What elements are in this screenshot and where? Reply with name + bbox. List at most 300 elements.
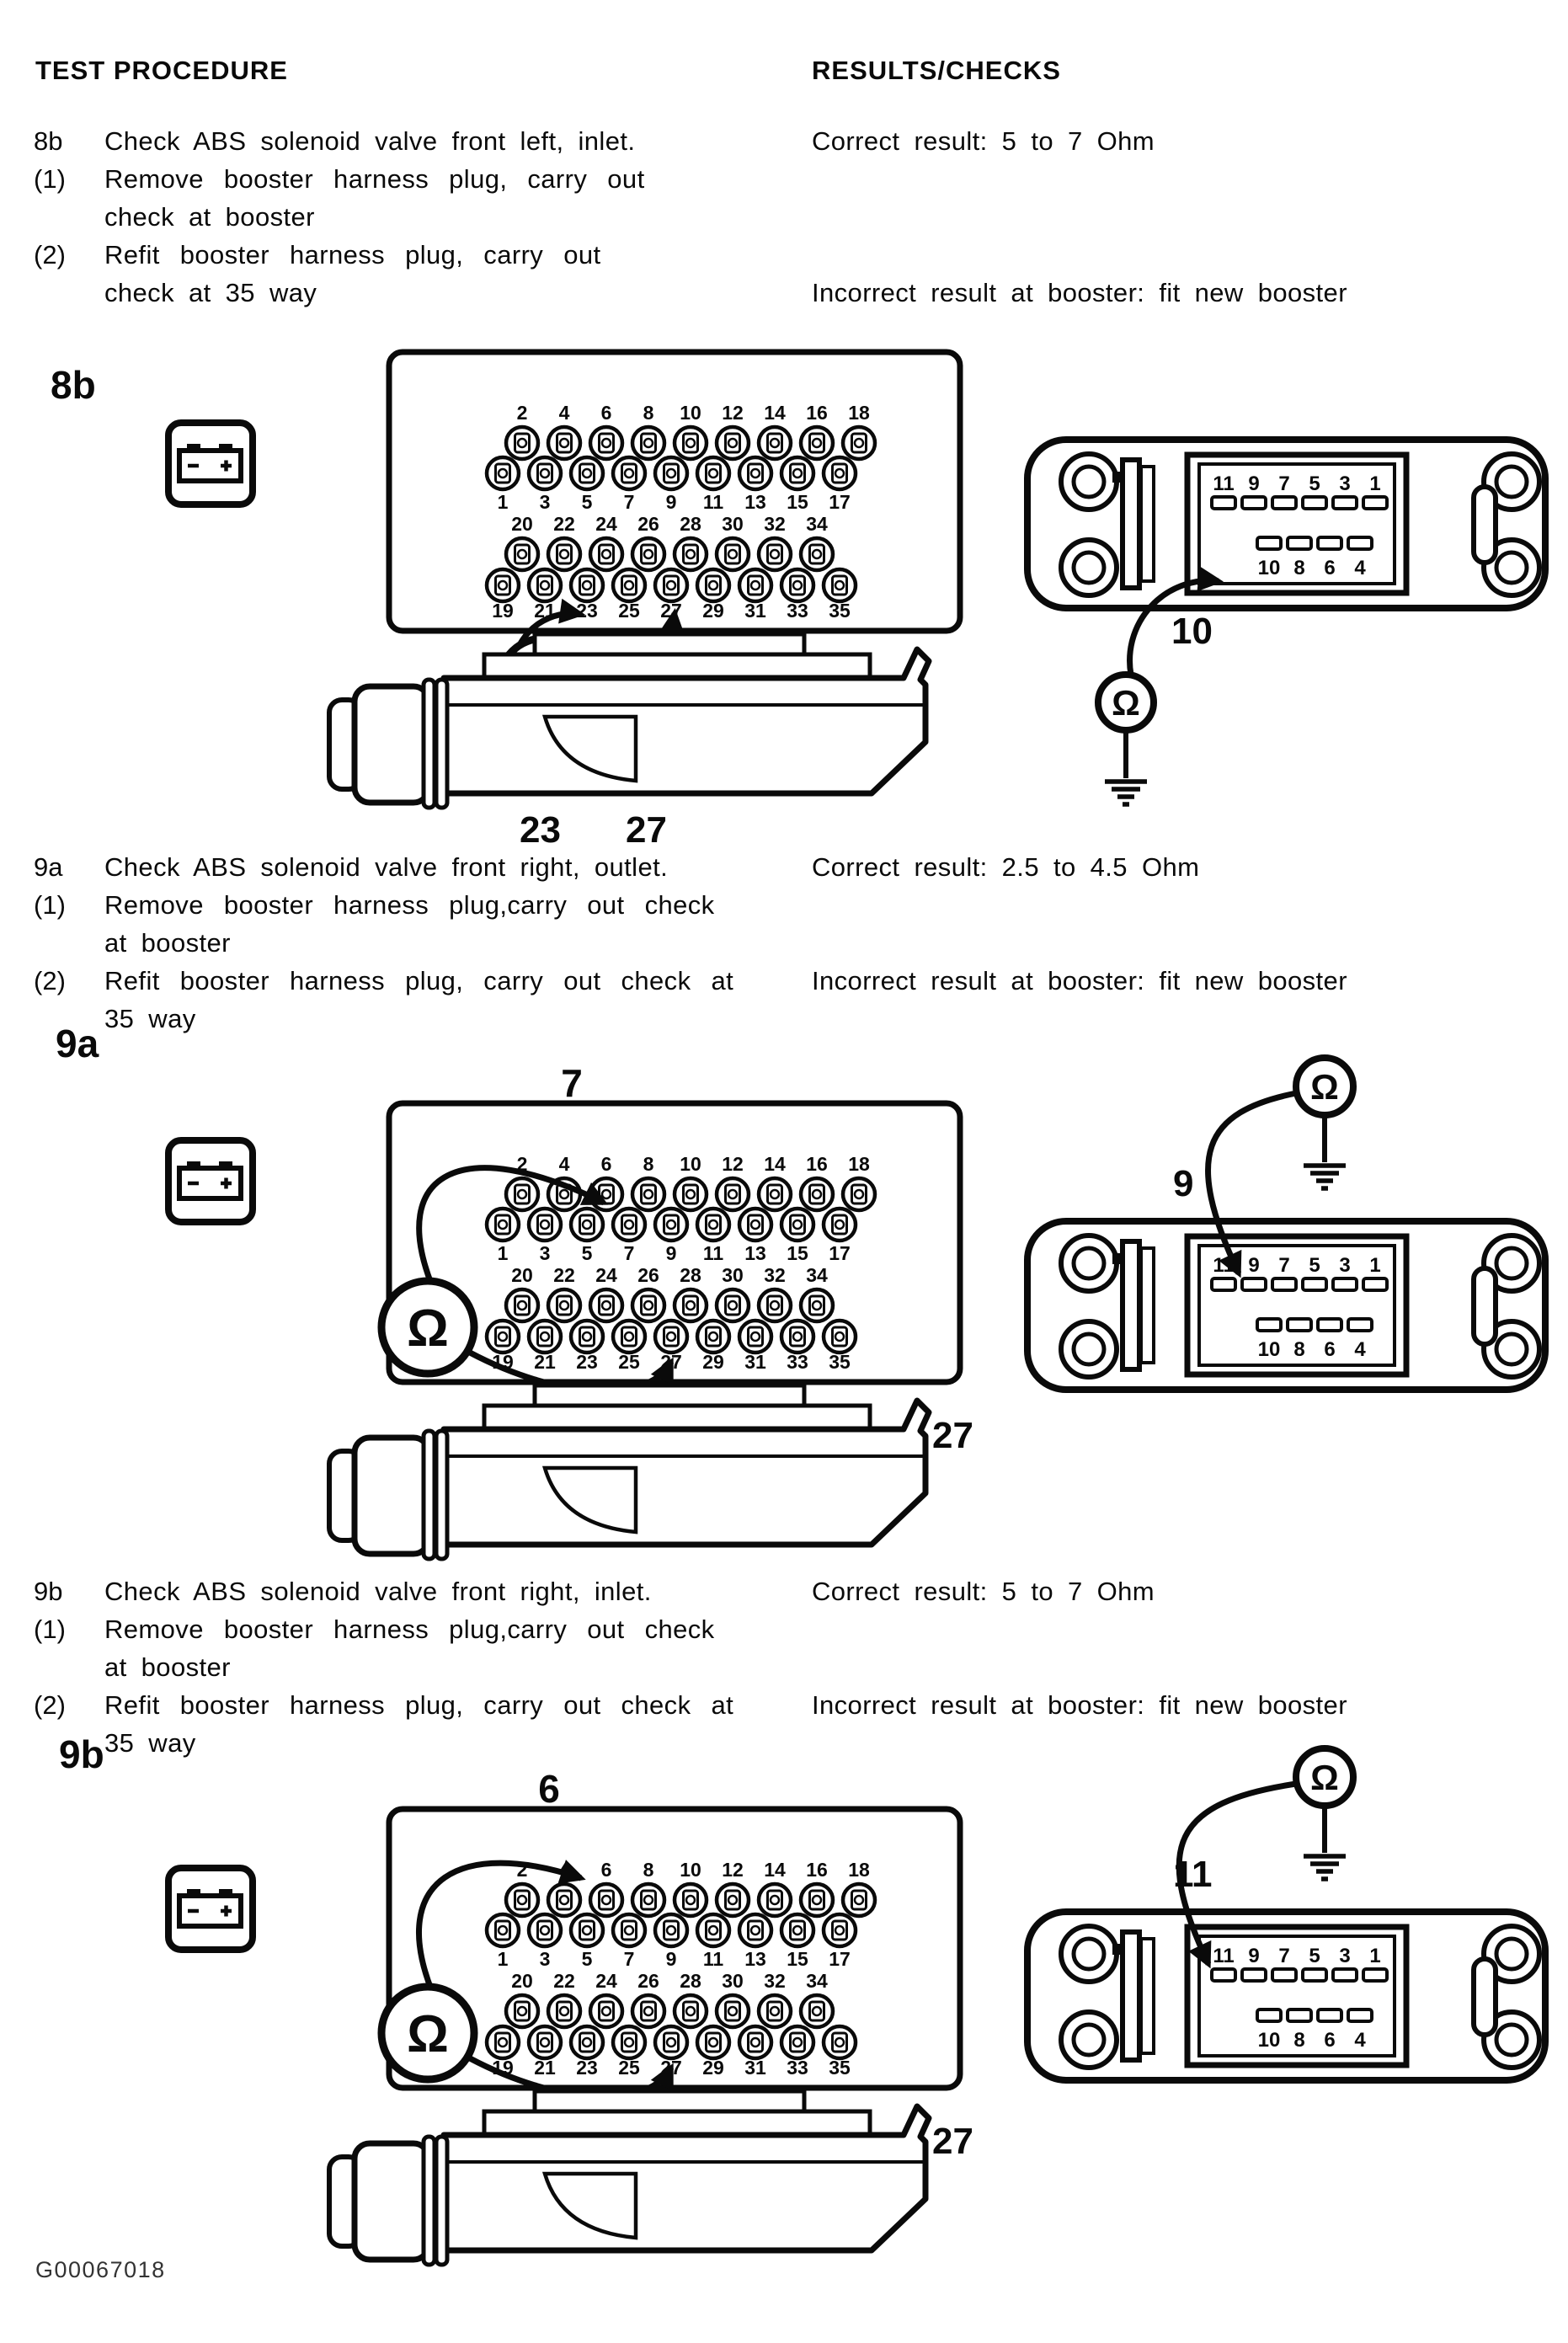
booster-pin-label-10: 10 [1257,557,1281,579]
pin-17 [824,1914,856,1946]
pin-label-3: 3 [539,1948,551,1970]
battery-icon [168,423,253,504]
pin-label-24: 24 [595,513,617,535]
valve-body [329,2091,929,2265]
pin-12 [717,1884,749,1916]
booster-pin-label-9: 9 [1248,1945,1260,1967]
pin-label-33: 33 [787,2057,808,2079]
figure-code: G00067018 [35,2257,166,2282]
pin-27 [655,2026,687,2058]
pin-28 [675,538,707,570]
booster-pin-7 [1272,1278,1296,1290]
pin-4 [548,427,580,459]
pin-32 [759,1995,791,2027]
pin-26 [632,1289,664,1321]
pin-32 [759,538,791,570]
pin-27 [655,569,687,601]
connector-diagram-8b [282,345,981,893]
ohmmeter-icon [381,1281,474,1374]
pin-34 [801,1995,833,2027]
pin-label-21: 21 [534,600,556,622]
pin-22 [548,1995,580,2027]
pin-label-23: 23 [576,2057,598,2079]
valve-pin-label: 27 [626,809,667,851]
booster-pin-label-11: 11 [1213,1945,1235,1967]
pin-label-27: 27 [660,600,682,622]
pin-20 [506,538,538,570]
valve-pin-label: 27 [932,2121,973,2162]
pin-23 [571,1321,603,1353]
pin-2 [506,1178,538,1210]
pin-label-4: 4 [558,1153,570,1175]
booster-pin-label-3: 3 [1339,472,1351,495]
pin-label-18: 18 [848,1859,870,1881]
pin-32 [759,1289,791,1321]
booster-pin-label-8: 8 [1293,557,1305,579]
pin-15 [781,1209,813,1241]
pin-label-2: 2 [516,402,528,424]
pin-13 [739,1209,771,1241]
pin-label-8: 8 [643,1859,654,1881]
pin-label-15: 15 [787,491,808,513]
pin-label-29: 29 [702,600,724,622]
pin-5 [571,1209,603,1241]
pin-label-13: 13 [744,491,766,513]
step1-text: Remove booster harness plug, carry out [104,164,645,194]
booster-pin-8 [1288,1319,1311,1331]
booster-pin-4 [1348,537,1372,549]
pin-24 [590,1289,622,1321]
pin-28 [675,1995,707,2027]
pin-1 [487,1914,519,1946]
pin-label-32: 32 [764,1970,786,1992]
booster-plate [1027,440,1545,608]
pin-label-20: 20 [511,1970,533,1992]
pin-16 [801,427,833,459]
pin-label-23: 23 [576,600,598,622]
pin-14 [759,1178,791,1210]
booster-plate [1027,1912,1545,2080]
pin-label-9: 9 [665,491,677,513]
booster-pin-4 [1348,1319,1372,1331]
pin-15 [781,1914,813,1946]
step-number-9b: 9b [34,1577,63,1606]
pin-31 [739,569,771,601]
booster-pin-9 [1242,497,1266,509]
booster-pin-7 [1272,1969,1296,1981]
pin-label-5: 5 [581,1948,593,1970]
pin-label-3: 3 [539,491,551,513]
pin-label-11: 11 [702,1948,724,1970]
pin-14 [759,1884,791,1916]
pin-25 [613,1321,645,1353]
svg-text:Ω: Ω [407,2005,449,2063]
booster-callout-label: 11 [1173,1854,1213,1895]
pin-23 [571,569,603,601]
booster-pin-label-5: 5 [1309,1945,1320,1967]
pin-19 [487,2026,519,2058]
pin-label-35: 35 [829,2057,851,2079]
pin-label-25: 25 [618,600,640,622]
pin-11 [697,1914,729,1946]
pin-24 [590,1995,622,2027]
booster-pin-label-5: 5 [1309,472,1320,495]
pin-label-32: 32 [764,1264,786,1286]
step1-num: (1) [34,164,66,194]
pin-label-20: 20 [511,1264,533,1286]
booster-pin-9 [1242,1278,1266,1290]
pin-5 [571,457,603,489]
booster-pin-6 [1318,537,1341,549]
booster-pin-3 [1333,1278,1357,1290]
step1-num: (1) [34,1614,66,1644]
valve-pin-label: 23 [520,809,561,851]
pin-label-17: 17 [829,1948,851,1970]
pin-label-15: 15 [787,1948,808,1970]
pin-label-30: 30 [722,1970,744,1992]
booster-pin-label-9: 9 [1248,1254,1260,1277]
pin-label-6: 6 [600,402,612,424]
pin-label-24: 24 [595,1264,617,1286]
pin-34 [801,538,833,570]
pin-label-16: 16 [806,402,828,424]
result-correct-8b: Correct result: 5 to 7 Ohm [812,126,1155,156]
column-header-results-checks: RESULTS/CHECKS [812,56,1061,85]
battery-icon [168,1140,253,1222]
pin-label-29: 29 [702,2057,724,2079]
battery-icon [163,418,259,510]
result-incorrect-8b: Incorrect result at booster: fit new booster [812,278,1347,307]
pin-16 [801,1178,833,1210]
pin-9 [655,1209,687,1241]
pin-label-32: 32 [764,513,786,535]
booster-pin-label-11: 11 [1213,472,1235,495]
pin-label-8: 8 [643,1153,654,1175]
pin-label-18: 18 [848,1153,870,1175]
step2-text-cont: 35 way [104,1728,196,1758]
pin-29 [697,2026,729,2058]
pin-label-14: 14 [764,1859,786,1881]
booster-pin-5 [1303,1969,1326,1981]
booster-diagram-9a [1015,1038,1562,1476]
pin-label-28: 28 [680,513,701,535]
pin-label-15: 15 [787,1242,808,1264]
pin-label-28: 28 [680,1970,701,1992]
step2-text: Refit booster harness plug, carry out check at [104,966,734,995]
booster-diagram-8b [1015,414,1562,852]
pin-label-6: 6 [600,1859,612,1881]
pin-label-2: 2 [516,1859,528,1881]
pin-3 [529,1914,561,1946]
pin-33 [781,1321,813,1353]
valve-body [329,1385,929,1559]
pin-10 [675,1178,707,1210]
booster-pin-9 [1242,1969,1266,1981]
pin-label-28: 28 [680,1264,701,1286]
proc-9a-step1-cont [0,928,1568,962]
step-title-8b: Check ABS solenoid valve front left, inlet. [104,126,636,156]
booster-pin-label-4: 4 [1354,1338,1366,1361]
booster-callout-label: 9 [1173,1163,1194,1204]
pin-label-30: 30 [722,1264,744,1286]
valve-body [329,634,929,808]
pin-18 [843,1178,875,1210]
connector-top-label: 6 [538,1767,560,1811]
valve-pin-label: 27 [932,1415,973,1456]
pin-30 [717,538,749,570]
pin-33 [781,569,813,601]
proc-9a-title-line [0,852,1568,886]
proc-9b-step1-cont [0,1652,1568,1686]
pin-label-26: 26 [637,1970,659,1992]
ground-icon [1304,1166,1346,1188]
pin-label-1: 1 [497,1242,509,1264]
pin-5 [571,1914,603,1946]
booster-pin-label-7: 7 [1278,472,1290,495]
pin-26 [632,1995,664,2027]
pin-label-4: 4 [558,402,570,424]
pin-label-6: 6 [600,1153,612,1175]
pin-label-7: 7 [623,1242,635,1264]
booster-pin-label-1: 1 [1369,1945,1381,1967]
pin-label-31: 31 [744,600,766,622]
booster-pin-label-6: 6 [1324,557,1336,579]
booster-pin-label-3: 3 [1339,1945,1351,1967]
pin-label-10: 10 [680,1153,701,1175]
pin-label-12: 12 [722,1153,744,1175]
pin-label-27: 27 [660,2057,682,2079]
booster-plate [1027,1221,1545,1390]
booster-pin-label-7: 7 [1278,1945,1290,1967]
pin-17 [824,457,856,489]
result-incorrect-9a: Incorrect result at booster: fit new booster [812,966,1347,995]
pin-1 [487,1209,519,1241]
pin-19 [487,569,519,601]
pin-label-16: 16 [806,1153,828,1175]
booster-pin-6 [1318,1319,1341,1331]
pin-7 [613,1914,645,1946]
proc-9a-step2-cont [0,1004,1568,1038]
pin-label-10: 10 [680,1859,701,1881]
pin-2 [506,427,538,459]
connector-diagram-9b [282,1765,981,2313]
pin-label-35: 35 [829,1351,851,1373]
ohmmeter-icon [381,1987,474,2079]
pin-35 [824,569,856,601]
pin-30 [717,1289,749,1321]
booster-pin-1 [1363,497,1387,509]
diagram-label-9a: 9a [56,1022,99,1065]
pin-label-25: 25 [618,1351,640,1373]
pin-label-21: 21 [534,2057,556,2079]
pin-label-31: 31 [744,1351,766,1373]
pin-label-17: 17 [829,1242,851,1264]
pin-label-19: 19 [492,600,514,622]
pin-label-18: 18 [848,402,870,424]
pin-label-26: 26 [637,513,659,535]
proc-9b-step1-line [0,1614,1568,1648]
pin-label-5: 5 [581,1242,593,1264]
pin-label-21: 21 [534,1351,556,1373]
svg-text:Ω: Ω [1310,1067,1339,1107]
booster-pin-10 [1257,1319,1281,1331]
pin-31 [739,2026,771,2058]
booster-callout-label: 10 [1171,611,1213,652]
booster-pin-label-9: 9 [1248,472,1260,495]
booster-pin-1 [1363,1969,1387,1981]
booster-pin-11 [1212,1969,1235,1981]
proc-8b-step2-line [0,240,1568,274]
step2-num: (2) [34,240,66,270]
pin-12 [717,427,749,459]
pin-10 [675,1884,707,1916]
booster-pin-label-10: 10 [1257,2029,1281,2052]
booster-pin-label-3: 3 [1339,1254,1351,1277]
pin-13 [739,457,771,489]
pin-21 [529,1321,561,1353]
booster-pin-10 [1257,537,1281,549]
booster-pin-5 [1303,1278,1326,1290]
step1-text: Remove booster harness plug,carry out check [104,1614,715,1644]
pin-35 [824,2026,856,2058]
booster-pin-5 [1303,497,1326,509]
pin-8 [632,1884,664,1916]
step-number-8b: 8b [34,126,63,156]
pin-label-20: 20 [511,513,533,535]
booster-pin-label-6: 6 [1324,2029,1336,2052]
booster-pin-8 [1288,537,1311,549]
pin-label-7: 7 [623,1948,635,1970]
booster-pin-label-4: 4 [1354,557,1366,579]
pin-18 [843,427,875,459]
pin-label-9: 9 [665,1242,677,1264]
pin-label-2: 2 [516,1153,528,1175]
pin-16 [801,1884,833,1916]
pin-23 [571,2026,603,2058]
step2-text-cont: check at 35 way [104,278,317,307]
pin-20 [506,1995,538,2027]
pin-17 [824,1209,856,1241]
pin-label-19: 19 [492,2057,514,2079]
step1-text-cont: at booster [104,1652,231,1682]
pin-33 [781,2026,813,2058]
pin-15 [781,457,813,489]
proc-9b-title-line [0,1577,1568,1610]
pin-25 [613,569,645,601]
pin-11 [697,1209,729,1241]
pin-26 [632,538,664,570]
pin-label-30: 30 [722,513,744,535]
diagram-label-8b: 8b [51,363,96,407]
booster-pin-label-4: 4 [1354,2029,1366,2052]
step-title-9a: Check ABS solenoid valve front right, outlet. [104,852,669,882]
pin-21 [529,569,561,601]
pin-label-33: 33 [787,600,808,622]
pin-12 [717,1178,749,1210]
pin-label-17: 17 [829,491,851,513]
proc-8b-step1-line [0,164,1568,198]
pin-21 [529,2026,561,2058]
connector-diagram-9a [282,1059,981,1607]
pin-label-34: 34 [806,1970,828,1992]
pin-14 [759,427,791,459]
pin-label-22: 22 [553,1970,575,1992]
ground-icon [1105,782,1147,804]
pin-label-4: 4 [558,1859,570,1881]
pin-label-22: 22 [553,513,575,535]
ohmmeter-icon [1098,675,1154,730]
pin-9 [655,1914,687,1946]
ground-icon [1304,1856,1346,1879]
pin-label-16: 16 [806,1859,828,1881]
pin-25 [613,2026,645,2058]
pin-label-3: 3 [539,1242,551,1264]
pin-22 [548,1289,580,1321]
pin-8 [632,427,664,459]
step1-text: Remove booster harness plug,carry out check [104,890,715,920]
booster-pin-11 [1212,1278,1235,1290]
step2-text: Refit booster harness plug, carry out check at [104,1690,734,1720]
booster-pin-7 [1272,497,1296,509]
pin-label-11: 11 [702,491,724,513]
pin-label-9: 9 [665,1948,677,1970]
step1-text-cont: at booster [104,928,231,958]
booster-pin-label-1: 1 [1369,472,1381,495]
pin-label-7: 7 [623,491,635,513]
pin-29 [697,1321,729,1353]
pin-label-1: 1 [497,1948,509,1970]
pin-label-25: 25 [618,2057,640,2079]
proc-8b-title-line [0,126,1568,160]
proc-8b-step1-cont [0,202,1568,236]
pin-label-34: 34 [806,513,828,535]
pin-label-34: 34 [806,1264,828,1286]
pin-label-12: 12 [722,1859,744,1881]
pin-label-35: 35 [829,600,851,622]
booster-pin-1 [1363,1278,1387,1290]
pin-2 [506,1884,538,1916]
pin-label-14: 14 [764,1153,786,1175]
pin-label-31: 31 [744,2057,766,2079]
pin-label-1: 1 [497,491,509,513]
pin-label-8: 8 [643,402,654,424]
step-number-9a: 9a [34,852,63,882]
result-correct-9b: Correct result: 5 to 7 Ohm [812,1577,1155,1606]
pin-27 [655,1321,687,1353]
booster-pin-6 [1318,2009,1341,2021]
battery-icon [168,1868,253,1950]
pin-28 [675,1289,707,1321]
step2-text: Refit booster harness plug, carry out [104,240,601,270]
pin-7 [613,457,645,489]
pin-label-10: 10 [680,402,701,424]
pin-24 [590,538,622,570]
booster-pin-label-8: 8 [1293,2029,1305,2052]
pin-label-5: 5 [581,491,593,513]
pin-3 [529,457,561,489]
pin-8 [632,1178,664,1210]
pin-1 [487,457,519,489]
pin-22 [548,538,580,570]
pin-label-22: 22 [553,1264,575,1286]
step2-num: (2) [34,966,66,995]
pin-35 [824,1321,856,1353]
diagram-label-9b: 9b [59,1732,104,1776]
ohmmeter-icon [1296,1058,1353,1115]
pin-31 [739,1321,771,1353]
step2-num: (2) [34,1690,66,1720]
pin-label-27: 27 [660,1351,682,1373]
